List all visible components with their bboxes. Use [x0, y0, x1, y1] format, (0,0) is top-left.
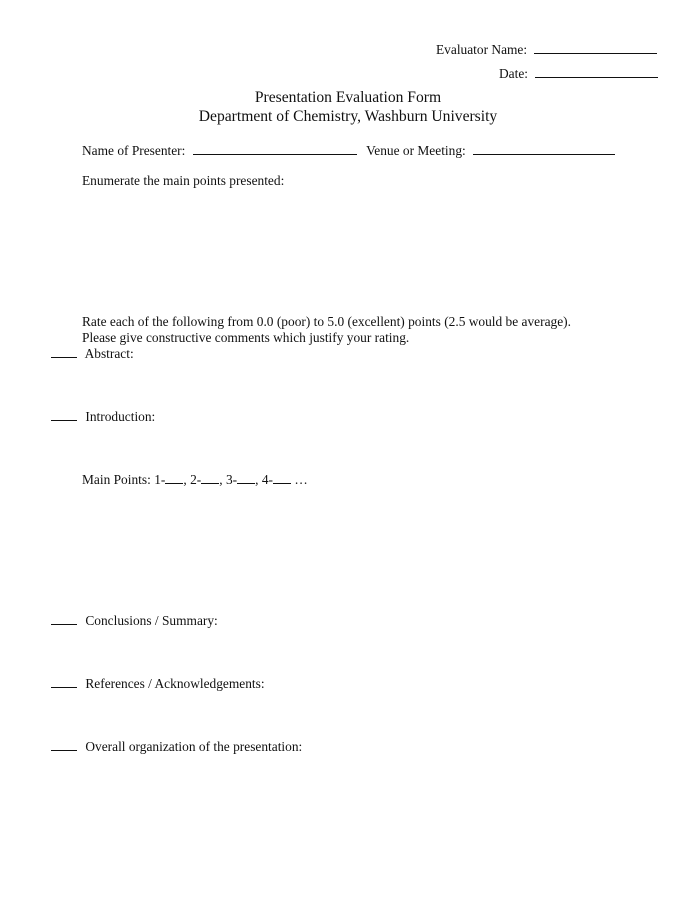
form-title: Presentation Evaluation Form [254, 89, 442, 106]
presenter-name-field[interactable] [193, 143, 357, 155]
separator: , [255, 472, 259, 487]
criterion-abstract [51, 346, 134, 360]
venue-field[interactable] [473, 143, 615, 155]
ellipsis: … [294, 472, 308, 487]
evaluator-name-row [436, 42, 657, 56]
introduction-score-field[interactable] [51, 409, 77, 421]
enumerate-main-points-label: Enumerate the main points presented: [82, 173, 285, 188]
main-point-4-prefix: 4- [261, 472, 273, 487]
date-row [499, 66, 658, 80]
evaluator-name-field[interactable] [534, 42, 657, 54]
criterion-conclusions [51, 613, 218, 627]
presenter-venue-row [82, 143, 615, 157]
criterion-overall-organization [51, 739, 302, 753]
separator: , [183, 472, 187, 487]
evaluator-name-label: Evaluator Name: [436, 42, 528, 57]
main-point-4-score-field[interactable] [273, 472, 291, 484]
abstract-label: Abstract: [84, 346, 134, 361]
main-point-2-prefix: 2- [190, 472, 202, 487]
rating-instructions: Rate each of the following from 0.0 (poor) to 5.0 (excellent) points (2.5 would be average). [82, 314, 571, 329]
date-label: Date: [499, 66, 528, 81]
venue-label: Venue or Meeting: [366, 143, 466, 158]
overall-organization-score-field[interactable] [51, 739, 77, 751]
comments-instructions: Please give constructive comments which justify your rating. [82, 330, 410, 345]
separator: , [219, 472, 223, 487]
conclusions-label: Conclusions / Summary: [85, 613, 218, 628]
department-title: Department of Chemistry, Washburn University [198, 108, 498, 125]
main-point-1-score-field[interactable] [165, 472, 183, 484]
date-field[interactable] [535, 66, 658, 78]
criterion-introduction [51, 409, 155, 423]
criterion-references [51, 676, 265, 690]
main-point-1-prefix: 1- [154, 472, 166, 487]
main-point-2-score-field[interactable] [201, 472, 219, 484]
main-points-label: Main Points: [82, 472, 151, 487]
presenter-label: Name of Presenter: [82, 143, 186, 158]
references-label: References / Acknowledgements: [85, 676, 265, 691]
abstract-score-field[interactable] [51, 346, 77, 358]
main-point-3-prefix: 3- [225, 472, 238, 487]
main-point-3-score-field[interactable] [237, 472, 255, 484]
overall-organization-label: Overall organization of the presentation: [85, 739, 303, 754]
references-score-field[interactable] [51, 676, 77, 688]
introduction-label: Introduction: [85, 409, 156, 424]
main-points-scores-row [82, 472, 308, 486]
main-points-answer-area[interactable] [82, 192, 622, 302]
conclusions-score-field[interactable] [51, 613, 77, 625]
